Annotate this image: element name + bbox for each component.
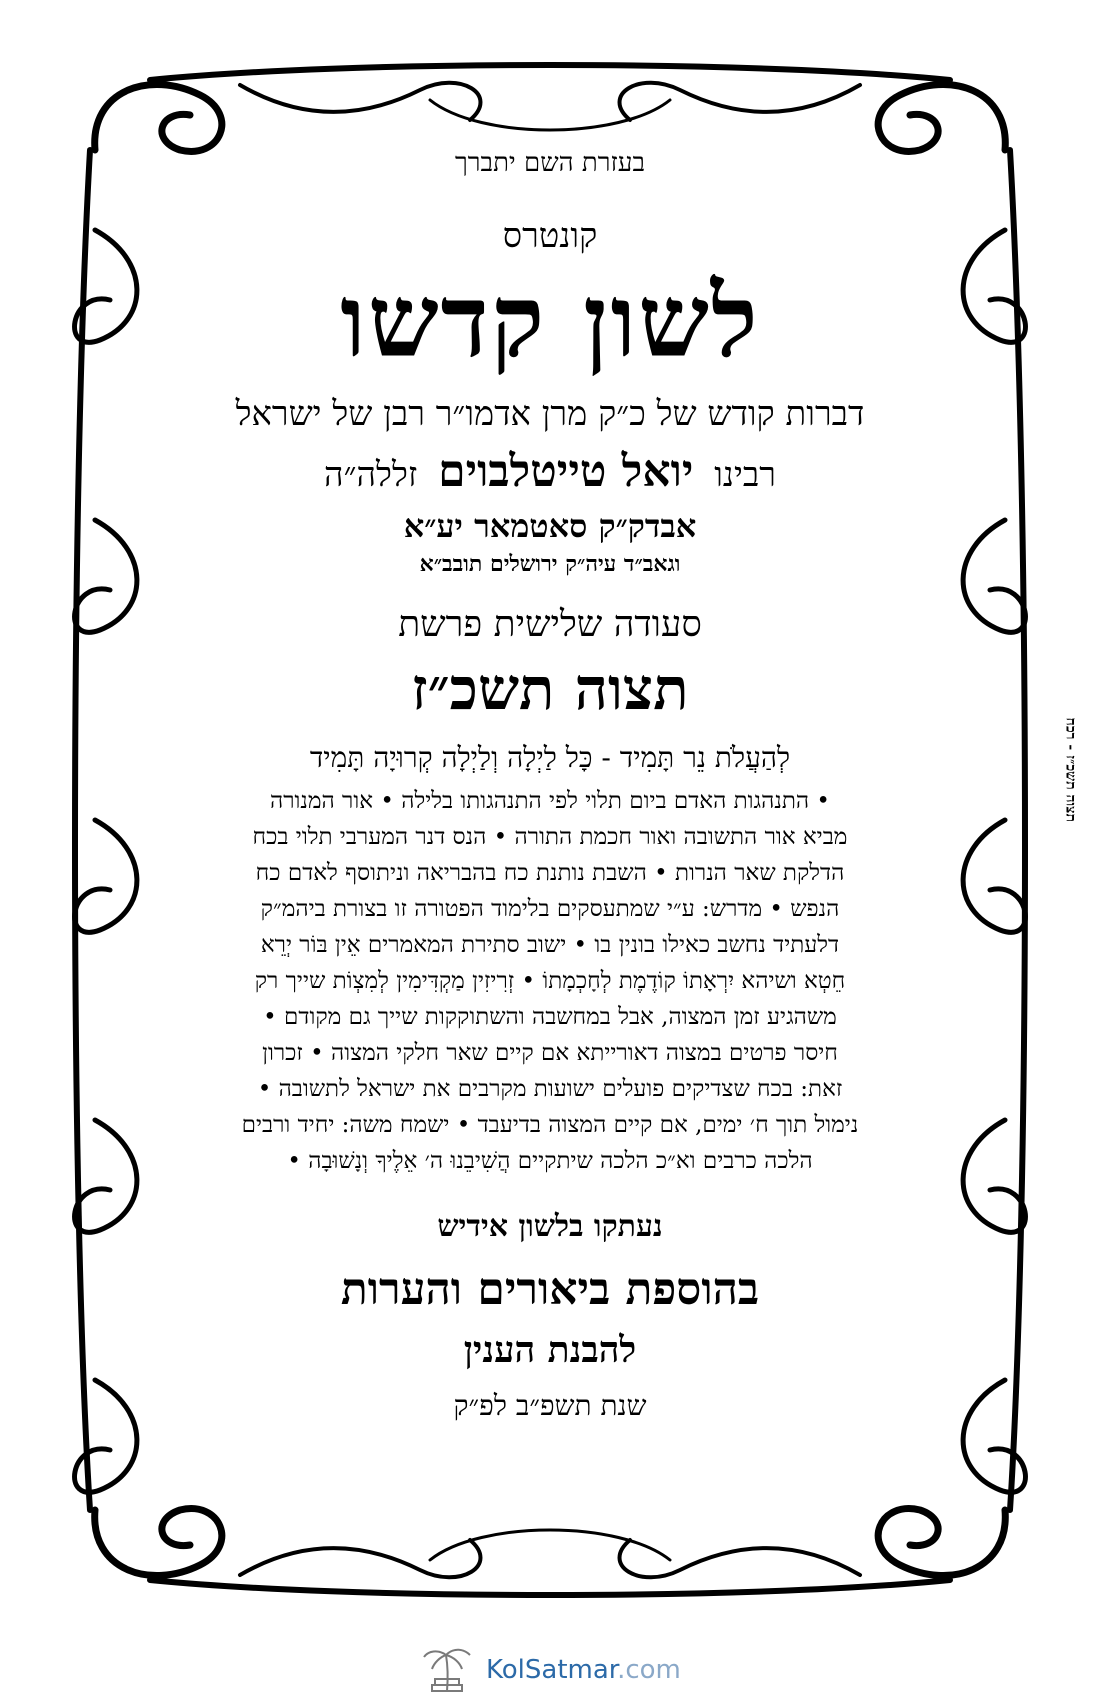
verse-line: לְהַעֲלֹת נֵר תָּמִיד - כָּל לַיְלָה וְלַיְלָה קְרוּיָה תָּמִיד [309,741,791,774]
title-av-beis-din: אבדק״ק סאטמאר יע״א [403,507,697,545]
summary-line: משהגיע זמן המצוה, אבל במחשבה והשתוקקות שייך גם מקודם • [263,1004,837,1030]
rabbi-line [170,446,930,497]
summary-line: הנפש • מדרש: ע״י שמתעסקים בלימוד הפטורה זו בצורת ביהמ״ק [260,896,840,922]
rabbi-name: יואל טייטלבוים [438,446,694,497]
rabbi-prefix: רבינו [714,455,776,495]
page-title: לשון קדשו [340,262,760,380]
vertical-side-label: תצוה תשכ״ז - רכח [1062,717,1079,822]
purpose-line: להבנת הענין [463,1329,637,1371]
publication-year: שנת תשפ״ב לפ״ק [453,1389,647,1422]
parsha-year-heading: תצוה תשכ״ז [411,655,689,723]
summary-line: • התנהגות האדם ביום תלוי לפי התנהגותו בלילה • אור המנורה [269,788,830,814]
rabbi-suffix: זללה״ה [324,455,418,495]
summary-line: חֵטְא ושיהא יִרְאָתוֹ קוֹדֶמֶת לְחָכְמָתוֹ • זְרִיזִין מַקְדִּימִין לְמִצְוֹת שייך רק [254,968,846,994]
subtitle-line: דברות קודש של כ״ק מרן אדמו״ר רבן של ישראל [235,394,865,434]
cover-text-block [170,140,930,1560]
summary-line: חיסר פרטים במצוה דאורייתא אם קיים שאר חלקי המצוה • זכרון [262,1040,838,1066]
booklet-label: קונטרס [502,216,598,256]
summary-line: הלכה כרבים וא״כ הלכה שיתקיים הֲשִׁיבֵנוּ ה׳ אֵלֶיךָ וְנָשׁוּבָה • [287,1148,813,1174]
opening-invocation: בעזרת השם יתברך [455,148,645,178]
title-gaavad: וגאב״ד עיה״ק ירושלים תובב״א [419,551,681,577]
occasion-line: סעודה שלישית פרשת [398,604,702,645]
topics-summary [170,783,930,1179]
brand-footer[interactable] [418,1640,681,1700]
additions-heading: בהוספת ביאורים והערות [340,1264,760,1315]
translation-note: נעתקו בלשון אידיש [437,1209,663,1244]
summary-line: מביא אור התשובה ואור חכמת התורה • הנס דנר המערבי תלוי בכח [252,824,848,850]
palm-tree-books-icon [418,1641,476,1699]
summary-line: זאת: בכח שצדיקים פועלים ישועות מקרבים את ישראל לתשובה • [257,1076,843,1102]
summary-line: נימול תוך ח׳ ימים, אם קיים המצוה בדיעבד • ישמח משה: יחיד ורבים [241,1112,859,1138]
summary-line: הדלקת שאר הנרות • השבת נותנת כח בהבריאה וניתוסף לאדם כח [255,860,845,886]
brand-name: KolSatmar.com [486,1655,681,1685]
summary-line: דלעתיד נחשב כאילו בונין בו • ישוב סתירת המאמרים אֵין בּוֹר יְרֵא [260,932,840,958]
